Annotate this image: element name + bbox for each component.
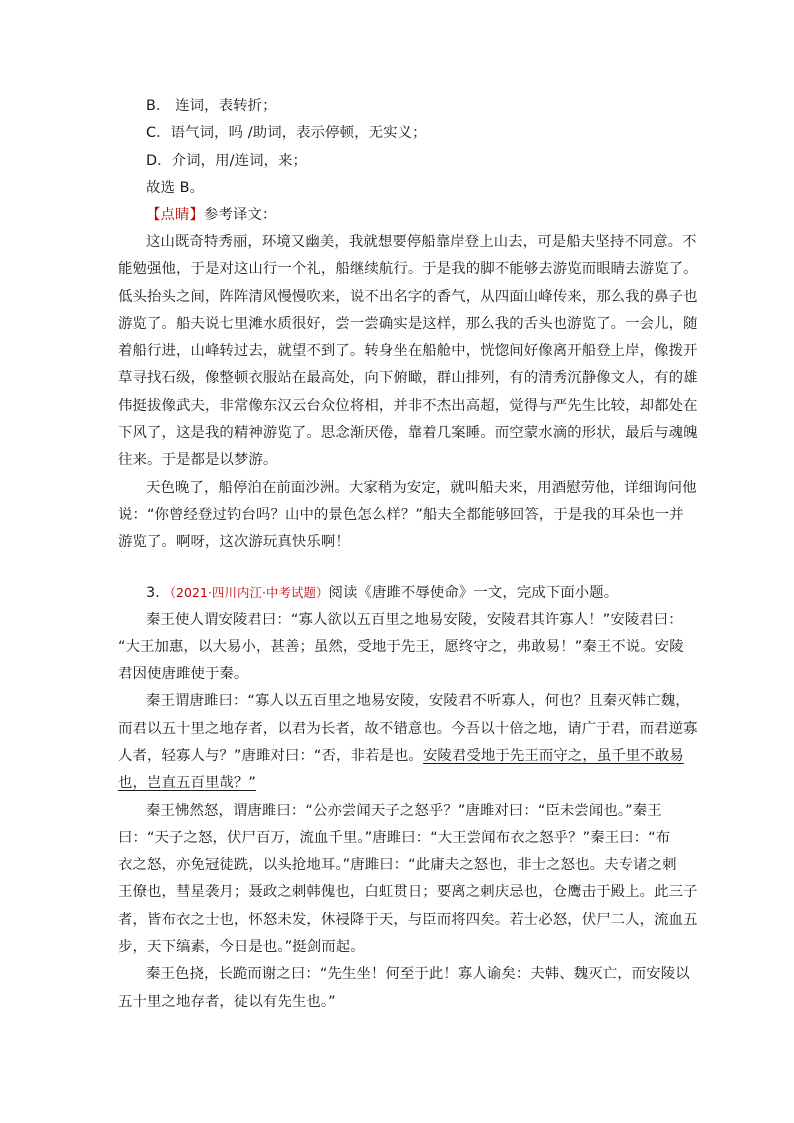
translation-line: 着船行进，山峰转过去，就望不到了。转身坐在船舱中，恍惚间好像离开船登上岸，像拨开 bbox=[118, 343, 698, 359]
translation-line: 往来。于是都是以梦游。 bbox=[118, 452, 278, 468]
question-number: 3． bbox=[146, 585, 170, 601]
dianjing-label: 参考译文： bbox=[203, 207, 277, 223]
question-3-heading bbox=[146, 583, 618, 603]
answer-conclusion: 故选 B。 bbox=[146, 180, 205, 196]
dianjing-bracket-close: 】 bbox=[189, 207, 204, 223]
dianjing-tag: 点睛 bbox=[160, 207, 190, 223]
dianjing-heading bbox=[146, 205, 276, 225]
translation-line: 游览了。啊呀，这次游玩真快乐啊！ bbox=[118, 534, 350, 550]
underlined-sentence: 也，岂直五百里哉？” bbox=[118, 775, 256, 791]
answer-option-c: C．语气词，吗 /助词，表示停顿，无实义； bbox=[146, 125, 427, 141]
answer-option-d: D．介词，用/连词，来； bbox=[146, 153, 308, 169]
translation-line: 伟挺拔像武夫，非常像东汉云台众位将相，并非不杰出高超，觉得与严先生比较，却都处在 bbox=[118, 398, 698, 414]
translation-line: 低头抬头之间，阵阵清风慢慢吹来，说不出名字的香气，从四面山峰传来，那么我的鼻子也 bbox=[118, 289, 698, 305]
translation-line: 说：“你曾经登过钓台吗？山中的景色怎么样？”船夫全都能够回答，于是我的耳朵也一并 bbox=[118, 507, 684, 523]
passage-line bbox=[118, 746, 684, 766]
translation-line: 游览了。船夫说七里滩水质很好，尝一尝确实是这样，那么我的舌头也游览了。一会儿，随 bbox=[118, 316, 698, 332]
passage-line bbox=[118, 773, 256, 793]
underlined-sentence: 安陵君受地于先王而守之，虽千里不敢易 bbox=[422, 748, 684, 764]
passage-line: 君因使唐雎使于秦。 bbox=[118, 666, 249, 682]
passage-line: 而君以五十里之地存者，以君为长者，故不错意也。今吾以十倍之地，请广于君，而君逆寡 bbox=[118, 721, 698, 737]
question-prompt: 阅读《唐雎不辱使命》一文，完成下面小题。 bbox=[328, 585, 619, 601]
passage-line: 秦王使人谓安陵君曰：“寡人欲以五百里之地易安陵，安陵君其许寡人！”安陵君曰： bbox=[146, 612, 683, 628]
translation-line: 天色晚了，船停泊在前面沙洲。大家稍为安定，就叫船夫来，用酒慰劳他，详细询问他 bbox=[146, 480, 697, 496]
answer-option-b: B． 连词，表转折； bbox=[146, 98, 277, 114]
translation-line: 草寻找石级，像整顿衣服站在最高处，向下俯瞰，群山排列，有的清秀沉静像文人，有的雄 bbox=[118, 370, 698, 386]
translation-line: 这山既奇特秀丽，环境又幽美，我就想要停船靠岸登上山去，可是船夫坚持不同意。不 bbox=[146, 234, 697, 250]
passage-line: 曰：“天子之怒，伏尸百万，流血千里。”唐雎曰：“大王尝闻布衣之怒乎？”秦王曰：“布 bbox=[118, 830, 671, 846]
passage-line: 五十里之地存者，徒以有先生也。” bbox=[118, 994, 336, 1010]
passage-line: 秦王怫然怒，谓唐雎曰：“公亦尝闻天子之怒乎？”唐雎对曰：“臣未尝闻也。”秦王 bbox=[146, 803, 662, 819]
passage-line: “大王加惠，以大易小，甚善；虽然，受地于先王，愿终守之，弗敢易！”秦王不说。安陵 bbox=[118, 639, 684, 655]
passage-line: 秦王色挠，长跪而谢之曰：“先生坐！何至于此！寡人谕矣：夫韩、魏灭亡，而安陵以 bbox=[146, 966, 690, 982]
passage-text: 人者，轻寡人与？”唐雎对曰：“否，非若是也。 bbox=[118, 748, 423, 764]
passage-line: 者，皆布衣之士也，怀怒未发，休祲降于天，与臣而将四矣。若士必怒，伏尸二人，流血五 bbox=[118, 912, 698, 928]
passage-line: 步，天下缟素，今日是也。”挺剑而起。 bbox=[118, 939, 365, 955]
passage-line: 王僚也，彗星袭月；聂政之刺韩傀也，白虹贯日；要离之刺庆忌也，仓鹰击于殿上。此三子 bbox=[118, 884, 698, 900]
translation-line: 下风了，这是我的精神游览了。思念渐厌倦，靠着几案睡。而空蒙水滴的形状，最后与魂魄 bbox=[118, 425, 698, 441]
passage-line: 衣之怒，亦免冠徒跣，以头抢地耳。”唐雎曰：“此庸夫之怒也，非士之怒也。夫专诸之刺 bbox=[118, 857, 677, 873]
passage-line: 秦王谓唐雎曰：“寡人以五百里之地易安陵，安陵君不听寡人，何也？且秦灭韩亡魏， bbox=[146, 693, 690, 709]
translation-line: 能勉强他，于是对这山行一个礼，船继续航行。于是我的脚不能够去游览而眼睛去游览了。 bbox=[118, 261, 698, 277]
question-source: （2021·四川内江·中考试题） bbox=[169, 585, 329, 600]
dianjing-bracket-open: 【 bbox=[146, 207, 161, 223]
